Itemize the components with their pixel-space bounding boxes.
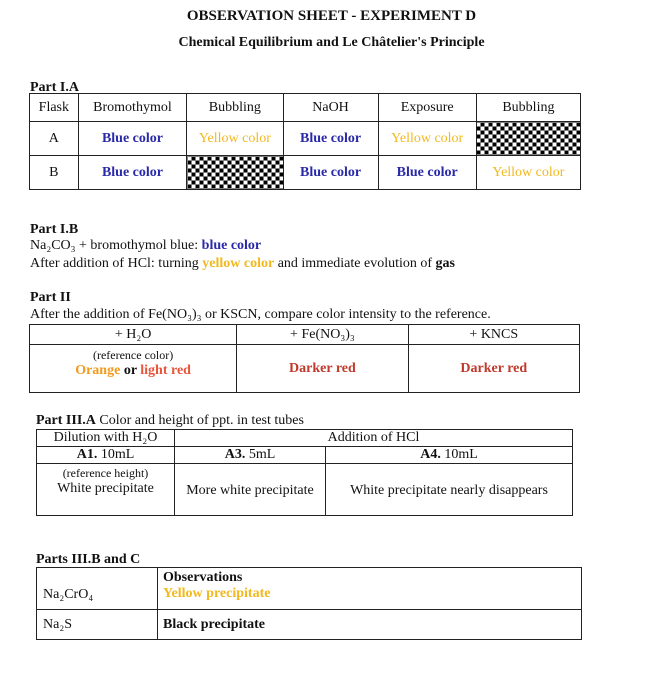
cell-exposure: Yellow color [378,122,476,156]
col-header-h2o: + H₂O [30,325,237,345]
cell-exposure: Blue color [378,156,476,190]
obs-na2cro4: Yellow precipitate [163,586,271,601]
col-header-naoh: NaOH [283,94,378,122]
ref-lightred: light red [140,363,191,378]
cell-row1-obs [158,568,582,610]
part1b-line1 [30,238,261,254]
flask-label: B [30,156,79,190]
a1-label: A1. [76,447,98,462]
page-subtitle: Chemical Equilibrium and Le Châtelier's Principle [178,35,485,50]
part1b-heading: Part I.B [30,222,79,237]
table-header-row [37,430,573,447]
cell-naoh: Blue color [283,122,378,156]
col-header-feno3: + Fe(NO₃)₃ [237,325,408,345]
part1b-line2-mid: and immediate evolution of [274,256,436,271]
cell-bubbling-2: Yellow color [476,156,580,190]
table-row [37,464,573,516]
part3bc-table [36,567,582,640]
cell-a1-obs [37,464,175,516]
obs-a3: More white precipitate [175,464,326,516]
table-row [37,447,573,464]
part1b-line2-color: yellow color [202,256,275,271]
table-row [30,345,580,393]
flask-label: A [30,122,79,156]
cell-bromothymol: Blue color [78,156,187,190]
col-header-flask: Flask [30,94,79,122]
cell-naoh: Blue color [283,156,378,190]
redacted-cell [187,156,283,190]
observations-header: Observations [163,570,243,585]
a3-label: A3. [224,447,246,462]
a4-value: 10mL [440,447,478,462]
col-header-bubbling: Bubbling [187,94,283,122]
cell-bromothymol: Blue color [78,122,187,156]
part3a-heading: Part III.A [36,413,96,428]
table-header-row [30,94,581,122]
part1b-line1-value: blue color [201,238,262,253]
a3-value: 5mL [245,447,276,462]
table-row [30,156,581,190]
reference-height: (reference height) [62,466,149,480]
part2-heading: Part II [30,290,71,305]
ref-or: or [120,363,141,378]
part2-table [29,324,580,393]
a4-label: A4. [420,447,441,462]
part3bc-heading: Parts III.B and C [36,552,141,567]
col-header-dilution: Dilution with H₂O [37,430,175,447]
cell-fe-result: Darker red [237,345,408,393]
col-header-bromothymol: Bromothymol [78,94,187,122]
table-row [37,610,582,640]
obs-a4: White precipitate nearly disappears [326,464,573,516]
part1b-line2 [30,256,455,272]
part1a-table [29,93,581,190]
table-header-row [30,325,580,345]
part1b-line1-prefix: Na₂CO₃ + bromothymol blue: [30,238,202,253]
reference-note: (reference color) [92,348,174,362]
part1a-heading: Part I.A [30,80,79,95]
cell-bubbling: Yellow color [187,122,283,156]
part3a-heading-line [36,413,304,429]
a1-value: 10mL [97,447,135,462]
col-header-kncs: + KNCS [408,325,579,345]
obs-a1: White precipitate [57,481,154,496]
col-header-hcl: Addition of HCl [175,430,573,447]
part2-intro: After the addition of Fe(NO₃)₃ or KSCN, compare color intensity to the reference. [30,307,491,322]
part1b-line2-prefix: After addition of HCl: turning [30,256,203,271]
obs-na2s: Black precipitate [158,610,582,640]
part3a-heading-rest: Color and height of ppt. in test tubes [95,413,304,428]
ref-orange: Orange [75,363,121,378]
redacted-cell [476,122,580,156]
col-header-bubbling-2: Bubbling [476,94,580,122]
table-row [30,122,581,156]
page-title: OBSERVATION SHEET - EXPERIMENT D [186,8,477,24]
cell-kncs-result: Darker red [408,345,579,393]
cell-a3 [175,447,326,464]
cell-a4 [326,447,573,464]
cell-a1 [37,447,175,464]
col-header-exposure: Exposure [378,94,476,122]
part1b-line2-gas: gas [435,256,455,271]
cell-na2cro4: Na₂CrO₄ [37,568,158,610]
table-row [37,568,582,610]
cell-reference [30,345,237,393]
reference-color [30,363,236,379]
cell-na2s: Na₂S [37,610,158,640]
part3a-table [36,429,573,516]
